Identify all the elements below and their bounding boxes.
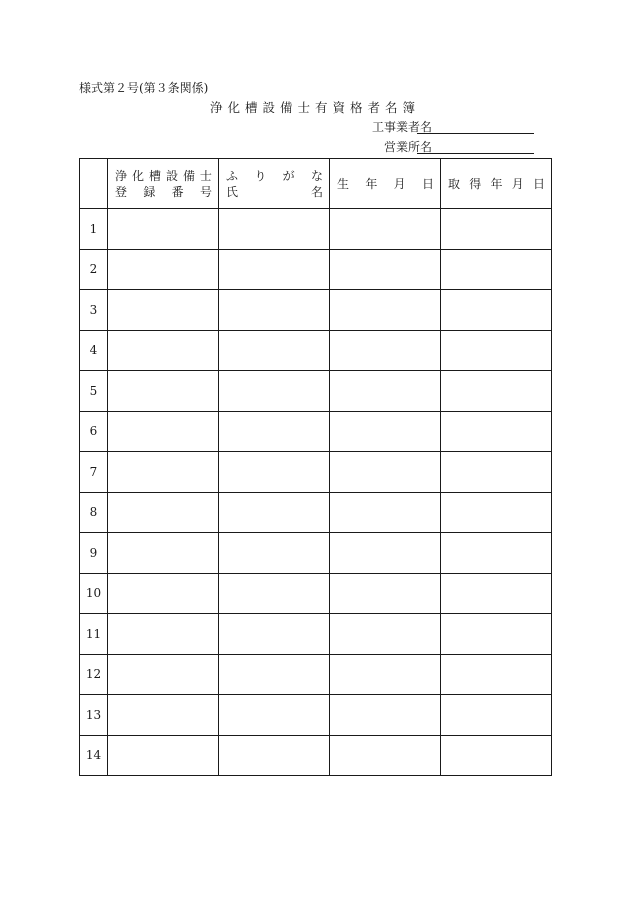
header-char: 番 [171, 184, 184, 199]
row-number: 5 [80, 371, 108, 412]
registration-number-cell[interactable] [108, 573, 219, 614]
header-cell-furigana-name [219, 159, 330, 209]
document-title: 浄化槽設備士有資格者名簿 [209, 100, 420, 115]
birth-date-cell[interactable] [330, 209, 441, 250]
header-cell-birth-date [330, 159, 441, 209]
row-number: 14 [80, 735, 108, 776]
acquisition-date-cell[interactable] [441, 735, 552, 776]
header-char: 号 [199, 184, 212, 199]
header-line [226, 185, 323, 199]
registration-number-cell[interactable] [108, 735, 219, 776]
header-char: な [310, 168, 323, 183]
table-header-row [80, 159, 552, 209]
row-number: 7 [80, 452, 108, 493]
acquisition-date-cell[interactable] [441, 533, 552, 574]
furigana-name-cell[interactable] [219, 371, 330, 412]
header-cell-number [80, 159, 108, 209]
company-name-label: 工事業者名 [371, 120, 432, 134]
registration-number-cell[interactable] [108, 654, 219, 695]
header-char: 生 [337, 176, 350, 191]
header-char: 浄 [115, 168, 128, 183]
birth-date-cell[interactable] [330, 654, 441, 695]
birth-date-cell[interactable] [330, 695, 441, 736]
office-name-label: 営業所名 [383, 140, 432, 154]
qualified-personnel-table [79, 158, 552, 776]
acquisition-date-cell[interactable] [441, 654, 552, 695]
header-char: 設 [165, 168, 178, 183]
header-char: 登 [115, 184, 128, 199]
table-row [80, 533, 552, 574]
table-row [80, 249, 552, 290]
table-row [80, 290, 552, 331]
acquisition-date-cell[interactable] [441, 411, 552, 452]
header-char: 備 [182, 168, 195, 183]
furigana-name-cell[interactable] [219, 492, 330, 533]
table-row [80, 452, 552, 493]
table-row [80, 330, 552, 371]
birth-date-cell[interactable] [330, 533, 441, 574]
acquisition-date-cell[interactable] [441, 330, 552, 371]
registration-number-cell[interactable] [108, 614, 219, 655]
office-name-field [0, 139, 630, 155]
table-row [80, 411, 552, 452]
furigana-name-cell[interactable] [219, 249, 330, 290]
birth-date-cell[interactable] [330, 371, 441, 412]
header-line [226, 169, 323, 183]
header-line [115, 185, 212, 199]
row-number: 2 [80, 249, 108, 290]
row-number: 11 [80, 614, 108, 655]
furigana-name-cell[interactable] [219, 573, 330, 614]
header-char: 月 [511, 176, 524, 191]
furigana-name-cell[interactable] [219, 209, 330, 250]
furigana-name-cell[interactable] [219, 411, 330, 452]
table-row [80, 695, 552, 736]
row-number: 6 [80, 411, 108, 452]
row-number: 12 [80, 654, 108, 695]
acquisition-date-cell[interactable] [441, 290, 552, 331]
birth-date-cell[interactable] [330, 290, 441, 331]
row-number: 1 [80, 209, 108, 250]
furigana-name-cell[interactable] [219, 290, 330, 331]
header-char: 名 [310, 184, 323, 199]
birth-date-cell[interactable] [330, 735, 441, 776]
acquisition-date-cell[interactable] [441, 452, 552, 493]
registration-number-cell[interactable] [108, 290, 219, 331]
registration-number-cell[interactable] [108, 209, 219, 250]
header-char: 化 [131, 168, 144, 183]
header-cell-registration-number [108, 159, 219, 209]
header-char: 槽 [148, 168, 161, 183]
table-row [80, 735, 552, 776]
header-char: 年 [365, 176, 378, 191]
header-char: 日 [532, 176, 545, 191]
furigana-name-cell[interactable] [219, 695, 330, 736]
table-row [80, 654, 552, 695]
header-cell-acquisition-date [441, 159, 552, 209]
row-number: 8 [80, 492, 108, 533]
header-char: が [282, 168, 295, 183]
header-char: 年 [490, 176, 503, 191]
header-char: ふ [226, 168, 239, 183]
header-char: 得 [469, 176, 482, 191]
row-number: 13 [80, 695, 108, 736]
header-char: 取 [448, 176, 461, 191]
company-name-line[interactable] [417, 133, 534, 134]
header-line [337, 177, 434, 191]
row-number: 3 [80, 290, 108, 331]
furigana-name-cell[interactable] [219, 614, 330, 655]
company-name-field [0, 119, 630, 135]
birth-date-cell[interactable] [330, 452, 441, 493]
registration-number-cell[interactable] [108, 249, 219, 290]
birth-date-cell[interactable] [330, 411, 441, 452]
birth-date-cell[interactable] [330, 614, 441, 655]
office-name-line[interactable] [417, 153, 534, 154]
header-line [448, 177, 545, 191]
header-char: 日 [421, 176, 434, 191]
table-row [80, 492, 552, 533]
registration-number-cell[interactable] [108, 533, 219, 574]
registration-number-cell[interactable] [108, 695, 219, 736]
registration-number-cell[interactable] [108, 330, 219, 371]
table-row [80, 573, 552, 614]
acquisition-date-cell[interactable] [441, 492, 552, 533]
acquisition-date-cell[interactable] [441, 249, 552, 290]
registration-number-cell[interactable] [108, 411, 219, 452]
table-row [80, 614, 552, 655]
registration-number-cell[interactable] [108, 371, 219, 412]
registration-number-cell[interactable] [108, 492, 219, 533]
table-row [80, 209, 552, 250]
form-number: 様式第２号(第３条関係) [79, 81, 209, 95]
header-char: 氏 [226, 184, 239, 199]
birth-date-cell[interactable] [330, 249, 441, 290]
birth-date-cell[interactable] [330, 492, 441, 533]
row-number: 4 [80, 330, 108, 371]
acquisition-date-cell[interactable] [441, 614, 552, 655]
furigana-name-cell[interactable] [219, 735, 330, 776]
furigana-name-cell[interactable] [219, 330, 330, 371]
row-number: 9 [80, 533, 108, 574]
acquisition-date-cell[interactable] [441, 695, 552, 736]
birth-date-cell[interactable] [330, 573, 441, 614]
header-char: 士 [199, 168, 212, 183]
row-number: 10 [80, 573, 108, 614]
table-row [80, 371, 552, 412]
furigana-name-cell[interactable] [219, 654, 330, 695]
header-char: り [254, 168, 267, 183]
furigana-name-cell[interactable] [219, 533, 330, 574]
acquisition-date-cell[interactable] [441, 573, 552, 614]
registration-number-cell[interactable] [108, 452, 219, 493]
header-char: 月 [393, 176, 406, 191]
header-line [115, 169, 212, 183]
birth-date-cell[interactable] [330, 330, 441, 371]
header-char: 録 [143, 184, 156, 199]
acquisition-date-cell[interactable] [441, 371, 552, 412]
furigana-name-cell[interactable] [219, 452, 330, 493]
acquisition-date-cell[interactable] [441, 209, 552, 250]
